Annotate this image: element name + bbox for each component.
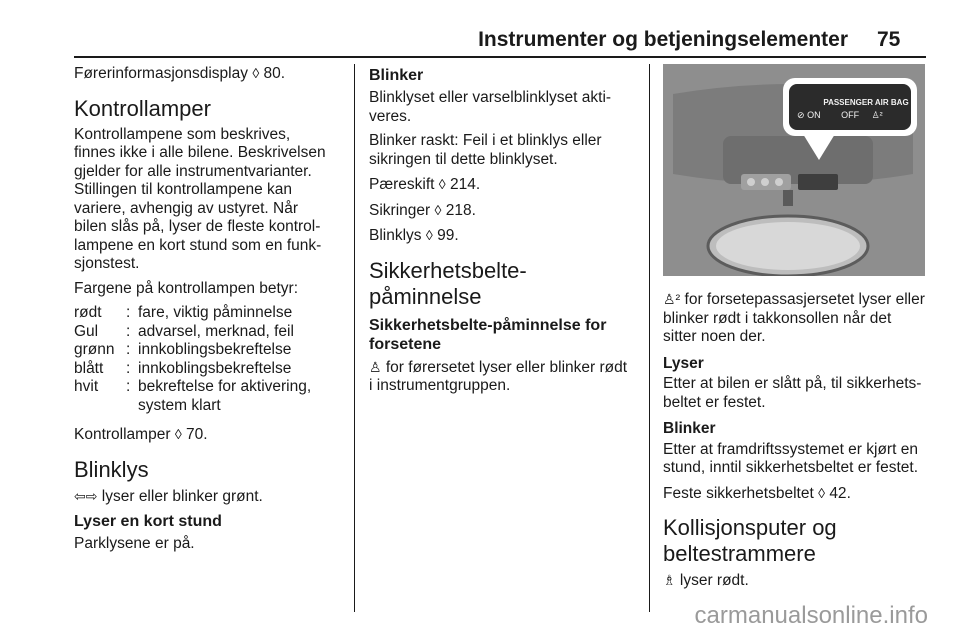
reference-arrow-icon: ◊ [425,227,433,243]
blinker-paragraph-1: Blinklyset eller varselblinklyset akti- veres. [369,89,612,125]
column-divider [354,64,355,612]
section-title: Instrumenter og betjeningselementer [478,28,848,51]
watermark: carmanualsonline.info [694,602,928,629]
table-row: grønn : innkoblingsbekreftelse [74,341,292,358]
blinker-paragraph-2: Blinker raskt: Feil i et blinklys eller sikringen til dette blinklyset. [369,132,602,168]
crossref-line: Kontrollamper ◊ 70. [74,426,208,443]
page-reference[interactable]: 214 [450,176,476,193]
color-meaning-table [74,304,350,415]
lyser-text: Parklysene er på. [74,535,195,552]
kontrollamper-paragraph: Kontrollampene som beskrives, finnes ikke i alle bilene. Beskrivelsen gjelder for alle instrumentvarianter. Stillingen til kontrollampene kan variere, avhengig av ustyret. Når bilen slås på, lyser de fleste kontrol- lampene en kort stund som en funk- sjonstest. [74,125,326,272]
table-row: Gul : advarsel, merknad, feil [74,322,294,340]
reference-arrow-icon: ◊ [174,426,182,442]
turn-signal-icon: ⇦⇨ [74,487,98,504]
intro-line: Førerinformasjonsdisplay ◊ 80. [74,65,286,82]
table-row: hvit : bekreftelse for aktivering, system klart [74,378,312,414]
reference-arrow-icon: ◊ [438,176,446,192]
table-row: blått : innkoblingsbekreftelse [74,359,292,377]
page-reference[interactable]: 80 [263,65,281,82]
seatbelt-driver-text: ♙ for førersetet lyser eller blinker rødt i instrumentgruppen. [369,358,628,394]
page-header [0,0,960,58]
airbag-disabled-icon: ⊘ [797,110,805,120]
passenger-seatbelt-icon: ♙² [871,110,883,120]
heading-blinklys: Blinklys [74,456,149,482]
page-reference[interactable]: 70 [186,426,204,443]
column-divider [649,64,650,612]
heading-lyser-kort-stund: Lyser en kort stund [74,513,222,530]
header-rule [74,56,926,58]
table-row: rødt : fare, viktig påminnelse [74,304,293,321]
blinklys-text: ⇦⇨ lyser eller blinker grønt. [74,487,263,505]
reference-blinklys: Blinklys ◊ 99. [369,227,459,244]
page-reference[interactable]: 218 [445,201,472,219]
page-reference[interactable]: 99 [437,227,455,244]
heading-sikkerhetsbelte: Sikkerhetsbelte- påminnelse [369,257,527,309]
blinker-paragraph: Etter at framdriftssystemet er kjørt en stund, inntil sikkerhetsbeltet er festet. [663,440,919,476]
airbag-indicator-figure [663,64,925,276]
seatbelt-icon: ♙ [369,358,382,375]
column-1 [74,64,350,560]
reference-arrow-icon: ◊ [252,65,260,81]
column-2 [369,64,639,402]
page-number: 75 [877,28,901,51]
heading-lyser: Lyser [663,354,704,372]
heading-blinker: Blinker [369,67,424,84]
airbag-label: PASSENGER AIR BAG [823,98,909,107]
reference-feste-sikkerhetsbeltet: Feste sikkerhetsbeltet ◊ 42. [663,484,851,502]
reference-arrow-icon: ◊ [818,484,825,501]
column-3 [663,64,927,597]
colors-intro: Fargene på kontrollampen betyr: [74,279,299,297]
passenger-seatbelt-text: ♙² for forsetepassasjersetet lyser eller blinker rødt i takkonsollen når det sitter noen der. [663,291,925,345]
heading-kollisjonsputer: Kollisjonsputer og beltestrammere [663,515,837,566]
page-reference[interactable]: 42 [829,484,847,502]
airbag-text: ♗ lyser rødt. [663,572,749,589]
airbag-status-row: ⊘ ON OFF ♙² [797,110,883,120]
reference-arrow-icon: ◊ [434,201,442,218]
passenger-seatbelt-icon: ♙² [663,291,681,307]
lyser-paragraph: Etter at bilen er slått på, til sikkerhets- beltet er festet. [663,375,922,411]
heading-kontrollamper: Kontrollamper [74,95,211,121]
reference-sikringer: Sikringer ◊ 218. [369,201,476,219]
reference-paereskift: Pæreskift ◊ 214. [369,176,481,193]
heading-blinker-col3: Blinker [663,420,716,437]
heading-forsetene: Sikkerhetsbelte-påminnelse for forsetene [369,316,607,353]
airbag-icon: ♗ [663,572,676,588]
